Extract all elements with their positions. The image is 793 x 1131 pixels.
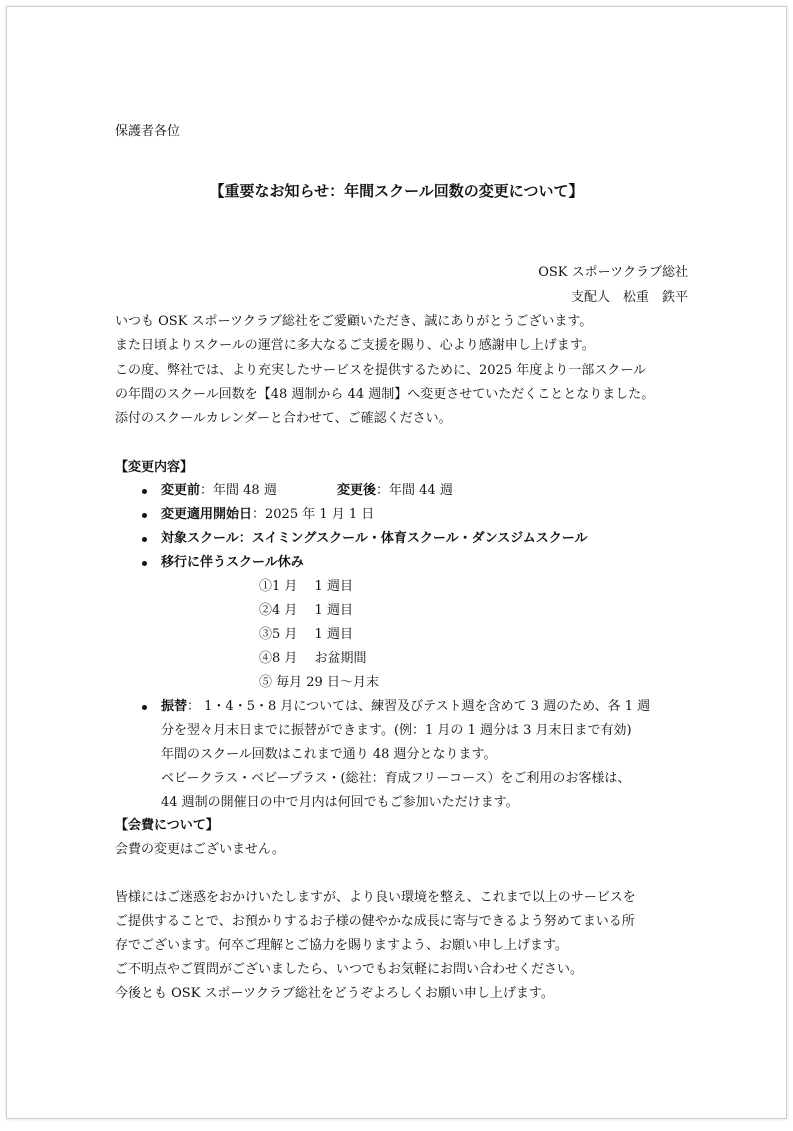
start-value: ：2025 年 1 月 1 日 bbox=[252, 507, 375, 522]
closing-line-3: 存でございます。何卒ご理解とご協力を賜りますよう、お願い申し上げます。 bbox=[115, 938, 568, 953]
transfer-line-1 bbox=[161, 699, 650, 715]
sender-person: 支配人 松重 鉄平 bbox=[570, 290, 688, 305]
bullet-icon bbox=[142, 561, 147, 566]
target-schools: 対象スクール：スイミングスクール・体育スクール・ダンスジムスクール bbox=[161, 531, 588, 546]
transfer-text: ： 1・4・5・8 月については、練習及びテスト週を含めて 3 週のため、各 1 週 bbox=[187, 699, 651, 714]
bullet-icon bbox=[142, 513, 147, 518]
bullet-icon bbox=[142, 489, 147, 494]
recipient: 保護者各位 bbox=[115, 124, 181, 139]
break-item: ①1 月 1 週目 bbox=[259, 579, 353, 594]
before-value: ：年間 48 週 bbox=[200, 483, 277, 498]
intro-line-4: の年間のスクール回数を【48 週制から 44 週制】へ変更させていただくこととなりました。 bbox=[115, 387, 655, 402]
transfer-line-3: 年間のスクール回数はこれまで通り 48 週分となります。 bbox=[161, 747, 497, 762]
start-label: 変更適用開始日 bbox=[161, 507, 253, 522]
break-item: ②4 月 1 週目 bbox=[259, 603, 353, 618]
fee-heading: 【会費について】 bbox=[115, 818, 219, 833]
break-item: ④8 月 お盆期間 bbox=[259, 651, 367, 666]
document-page bbox=[6, 6, 787, 1119]
closing-line-1: 皆様にはご迷惑をおかけいたしますが、より良い環境を整え、これまで以上のサービスを bbox=[115, 890, 636, 905]
document-title: 【重要なお知らせ：年間スクール回数の変更について】 bbox=[209, 182, 584, 200]
intro-line-2: また日頃よりスクールの運営に多大なるご支援を賜り、心より感謝申し上げます。 bbox=[115, 338, 595, 353]
transfer-line-5: 44 週制の開催日の中で月内は何回でもご参加いただけます。 bbox=[161, 795, 519, 810]
changes-heading: 【変更内容】 bbox=[115, 460, 194, 475]
closing-line-2: ご提供することで、お預かりするお子様の健やかな成長に寄与できるよう努めてまいる所 bbox=[115, 914, 635, 929]
fee-text: 会費の変更はございません。 bbox=[115, 842, 285, 857]
intro-line-3: この度、弊社では、より充実したサービスを提供するために、2025 年度より一部スクール bbox=[115, 363, 646, 378]
transfer-label: 振替 bbox=[161, 699, 188, 714]
transfer-line-4: ベビークラス・ベビープラス・(総社：育成フリーコース）をご利用のお客様は、 bbox=[161, 771, 631, 786]
change-after bbox=[337, 483, 453, 499]
break-item: ③5 月 1 週目 bbox=[259, 627, 353, 642]
transfer-line-2: 分を翌々月末日までに振替ができます。(例：1 月の 1 週分は 3 月末日まで有効) bbox=[161, 723, 632, 738]
closing-line-4: ご不明点やご質問がございましたら、いつでもお気軽にお問い合わせください。 bbox=[115, 962, 584, 977]
change-start-date bbox=[161, 507, 374, 523]
after-label: 変更後 bbox=[337, 483, 377, 498]
breaks-label: 移行に伴うスクール休み bbox=[161, 555, 304, 570]
closing-line-5: 今後とも OSK スポーツクラブ総社をどうぞよろしくお願い申し上げます。 bbox=[115, 986, 554, 1001]
before-label: 変更前 bbox=[161, 483, 201, 498]
bullet-icon bbox=[142, 705, 147, 710]
intro-line-1: いつも OSK スポーツクラブ総社をご愛顧いただき、誠にありがとうございます。 bbox=[115, 314, 593, 329]
change-before-after bbox=[161, 483, 277, 499]
after-value: ：年間 44 週 bbox=[376, 483, 453, 498]
break-item: ⑤ 毎月 29 日～月末 bbox=[259, 675, 379, 690]
sender-company: OSK スポーツクラブ総社 bbox=[538, 265, 688, 280]
intro-line-5: 添付のスクールカレンダーと合わせて、ご確認ください。 bbox=[115, 411, 452, 426]
bullet-icon bbox=[142, 537, 147, 542]
